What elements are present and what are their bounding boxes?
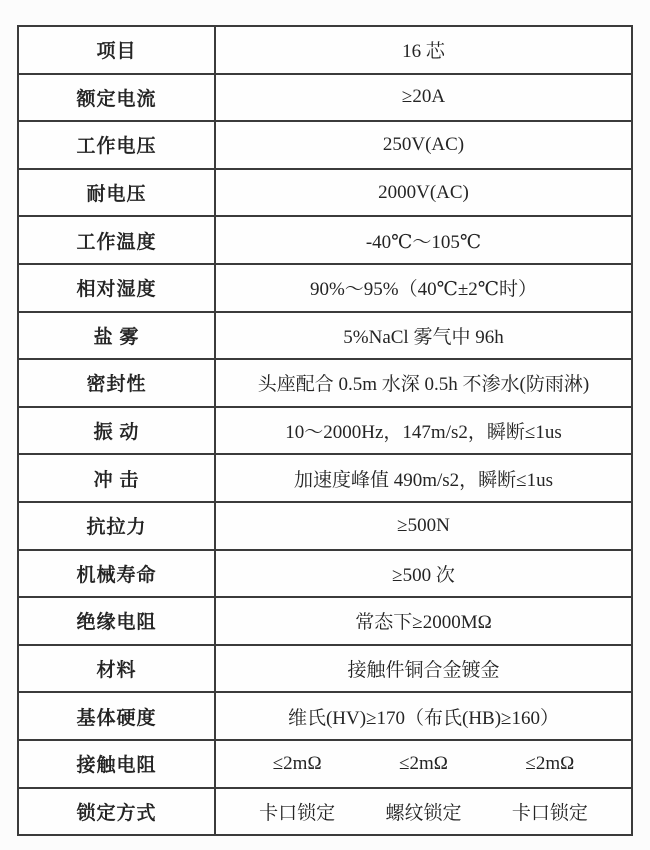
row-value: 2000V(AC): [378, 181, 469, 203]
row-label: 项目: [19, 27, 216, 73]
row-value-item: ≤2mΩ: [399, 752, 448, 774]
row-value-item: ≤2mΩ: [525, 752, 575, 774]
row-label: 额定电流: [19, 75, 216, 121]
row-value-item: 卡口锁定: [511, 802, 588, 824]
row-value: ≥500N: [397, 514, 450, 536]
row-value-group: [216, 741, 631, 787]
row-value: 接触件铜合金镀金: [347, 660, 500, 682]
row-value-item: ≤2mΩ: [272, 752, 322, 774]
row-value: 250V(AC): [382, 133, 465, 155]
row-label: 盐 雾: [19, 313, 216, 359]
table-row: [19, 170, 631, 218]
row-value: 90%～95%（40℃±2℃时）: [309, 279, 538, 301]
table-row: [19, 503, 631, 551]
table-row: [19, 455, 631, 503]
row-label: 工作电压: [19, 122, 216, 168]
row-label: 机械寿命: [19, 551, 216, 597]
row-value: 5%NaCl 雾气中 96h: [343, 326, 504, 348]
table-row: [19, 646, 631, 694]
table-row: [19, 551, 631, 599]
row-label: 耐电压: [19, 170, 216, 216]
row-value: ≥20A: [401, 86, 446, 108]
table-row: [19, 598, 631, 646]
table-row: [19, 693, 631, 741]
row-label: 密封性: [19, 360, 216, 406]
table-row: [19, 789, 631, 835]
row-value: 头座配合 0.5m 水深 0.5h 不渗水(防雨淋): [257, 374, 590, 396]
row-label: 抗拉力: [19, 503, 216, 549]
table-row: [19, 265, 631, 313]
row-value-item: 螺纹锁定: [385, 802, 462, 824]
spec-table: [17, 25, 633, 836]
row-label: 绝缘电阻: [19, 598, 216, 644]
table-row: [19, 408, 631, 456]
row-label: 工作温度: [19, 217, 216, 263]
table-row: [19, 27, 631, 75]
row-label: 振 动: [19, 408, 216, 454]
row-label: 冲 击: [19, 455, 216, 501]
row-label: 基体硬度: [19, 693, 216, 739]
row-value: 常态下≥2000MΩ: [355, 612, 492, 634]
table-row: [19, 360, 631, 408]
row-value: ≥500 次: [392, 564, 455, 586]
row-label: 接触电阻: [19, 741, 216, 787]
row-value-item: 卡口锁定: [259, 802, 336, 824]
row-value: -40℃～105℃: [365, 231, 482, 253]
row-value: 维氏(HV)≥170（布氏(HB)≥160）: [287, 707, 559, 729]
table-row: [19, 741, 631, 789]
row-label: 相对湿度: [19, 265, 216, 311]
table-row: [19, 122, 631, 170]
table-row: [19, 313, 631, 361]
row-label: 材料: [19, 646, 216, 692]
row-value: 10～2000Hz，147m/s2，瞬断≤1us: [285, 422, 562, 444]
row-value-group: [216, 789, 631, 835]
row-value: 加速度峰值 490m/s2，瞬断≤1us: [293, 469, 554, 491]
table-row: [19, 75, 631, 123]
row-label: 锁定方式: [19, 789, 216, 835]
row-value: 16 芯: [402, 41, 445, 63]
table-row: [19, 217, 631, 265]
